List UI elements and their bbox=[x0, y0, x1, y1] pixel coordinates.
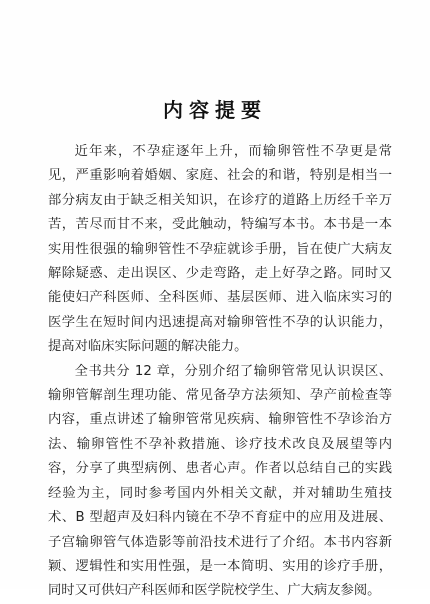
paragraph-contents: 全书共分 12 章，分别介绍了输卵管常见认识误区、输卵管解剖生理功能、常见备孕方法须知、孕产前检查等内容，重点讲述了输卵管常见疾病、输卵管性不孕诊治方法、输卵管性不孕补救措施、诊疗技术改良及展望等内容，分享了典型病例、患者心声。作者以总结自己的实践经验为主，同时参考国内外相关文献，并对辅助生殖技术、B 型超声及妇科内镜在不孕不育症中的应用及进展、子宫输卵管气体造影等前沿技术进行了介绍。本书内容新颖、逻辑性和实用性强，是一本简明、实用的诊疗手册，同时又可供妇产科医师和医学院校学生、广大病友参阅。 bbox=[48, 363, 392, 599]
paragraph-intro: 近年来，不孕症逐年上升，而输卵管性不孕更是常见，严重影响着婚姻、家庭、社会的和谐，特别是相当一部分病友由于缺乏相关知识，在诊疗的道路上历经千辛万苦，苦尽而甘不来，受此触动，特编写本书。本书是一本实用性很强的输卵管性不孕症就诊手册，旨在使广大病友解除疑惑、走出误区、少走弯路，走上好孕之路。同时又能使妇产科医师、全科医师、基层医师、进入临床实习的医学生在短时间内迅速提高对输卵管性不孕的认识能力，提高对临床实际问题的解决能力。 bbox=[48, 144, 392, 355]
page-title: 内容提要 bbox=[163, 98, 267, 122]
body-text bbox=[48, 140, 392, 604]
